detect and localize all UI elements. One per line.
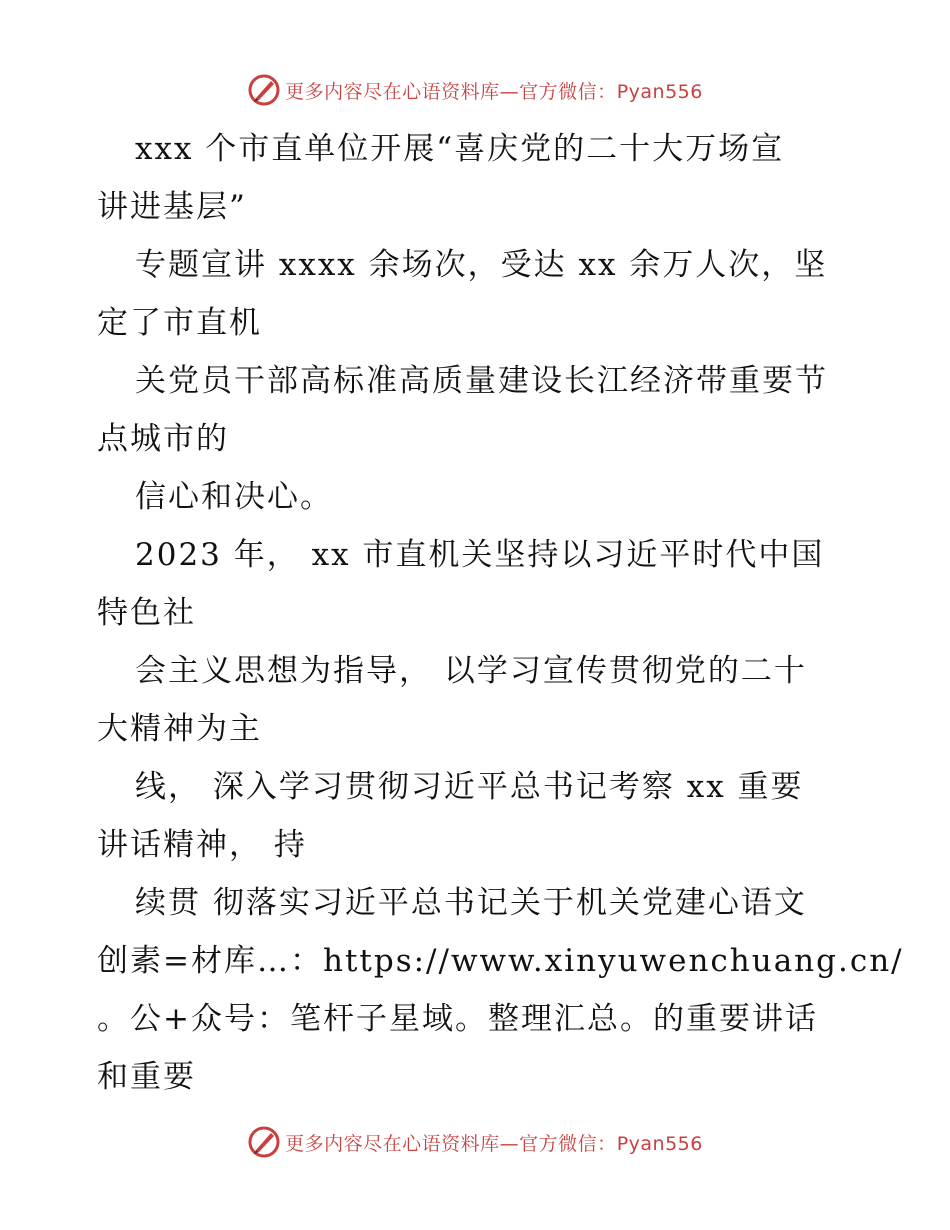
text-line: 专题宣讲 xxxx 余场次，受达 xx 余万人次，坚 [135, 247, 828, 283]
pen-logo-icon [247, 73, 281, 107]
text-line: 点城市的 [97, 421, 229, 457]
pen-logo-icon [247, 1125, 281, 1159]
text-line: 2023 年， xx 市直机关坚持以习近平时代中国 [135, 537, 825, 573]
header-banner [0, 70, 950, 110]
text-line: 和重要 [97, 1059, 196, 1095]
banner-text: 更多内容尽在心语资料库—官方微信：Pyan556 [285, 1132, 703, 1155]
banner-text: 更多内容尽在心语资料库—官方微信：Pyan556 [285, 80, 703, 103]
text-line: 续贯 彻落实习近平总书记关于机关党建心语文 [135, 885, 807, 921]
text-line: 讲进基层” [97, 189, 247, 225]
footer-banner [0, 1122, 950, 1162]
text-line: 。公+众号：笔杆子星域。整理汇总。的重要讲话 [97, 1001, 818, 1037]
text-line: 讲话精神， 持 [97, 827, 307, 863]
text-line: 线， 深入学习贯彻习近平总书记考察 xx 重要 [135, 769, 804, 805]
document-body [97, 120, 904, 1106]
text-line: 会主义思想为指导， 以学习宣传贯彻党的二十 [135, 653, 807, 689]
text-line: 信心和决心。 [135, 479, 333, 515]
text-line: 定了市直机 [97, 305, 262, 341]
text-line: 大精神为主 [97, 711, 262, 747]
text-line: xxx 个市直单位开展“喜庆党的二十大万场宣 [135, 131, 785, 167]
text-line: 创素=材库…：https://www.xinyuwenchuang.cn/ [97, 943, 904, 979]
text-line: 关党员干部高标准高质量建设长江经济带重要节 [135, 363, 828, 399]
text-line: 特色社 [97, 595, 196, 631]
